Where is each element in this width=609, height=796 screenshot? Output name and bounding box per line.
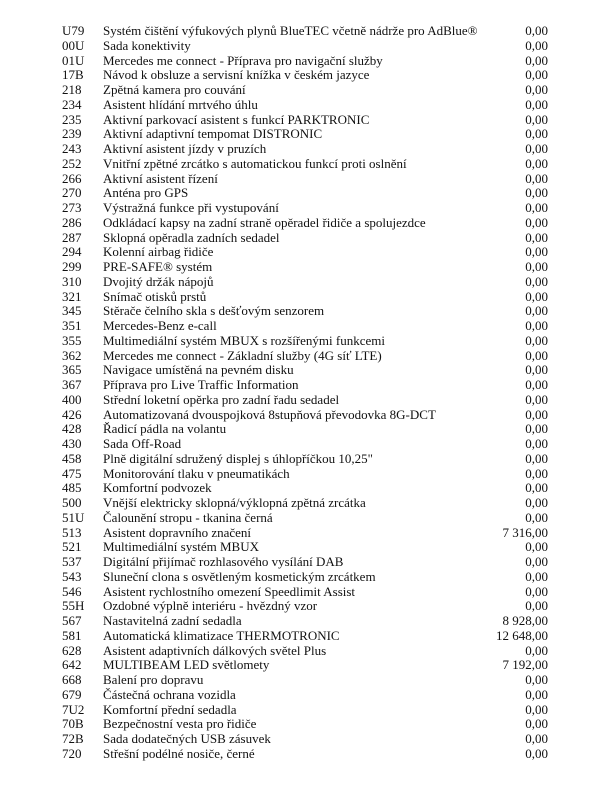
option-code: 485 [62, 480, 82, 496]
option-price: 0,00 [525, 318, 548, 333]
option-price: 0,00 [525, 52, 548, 68]
option-code: 500 [62, 495, 82, 510]
option-description: Snímač otisků prstů [103, 288, 207, 304]
option-description: Digitální přijímač rozhlasového vysílání DAB [103, 554, 344, 569]
option-code: 458 [62, 450, 82, 466]
option-price: 0,00 [525, 37, 548, 53]
list-row [0, 717, 609, 732]
option-code: 00U [62, 37, 85, 53]
option-code: 720 [62, 745, 82, 761]
list-row [0, 481, 609, 496]
option-code: 365 [62, 362, 82, 378]
list-row [0, 599, 609, 614]
list-row [0, 201, 609, 216]
option-price: 0,00 [525, 273, 548, 289]
option-code: 273 [62, 200, 82, 215]
option-description: Sluneční clona s osvětleným kosmetickým zrcátkem [103, 568, 376, 584]
option-code: 546 [62, 583, 82, 599]
option-description: Automatizovaná dvouspojková 8stupňová převodovka 8G-DCT [103, 406, 436, 422]
list-row [0, 157, 609, 172]
option-code: 310 [62, 273, 82, 289]
option-description: Dvojitý držák nápojů [103, 273, 214, 289]
list-row [0, 349, 609, 364]
list-row [0, 275, 609, 290]
option-price: 0,00 [525, 332, 548, 348]
option-description: Mercedes me connect - Příprava pro navigační služby [103, 52, 383, 68]
list-row [0, 747, 609, 762]
option-price: 0,00 [525, 436, 548, 451]
option-description: Sada konektivity [103, 37, 191, 53]
option-code: 239 [62, 126, 82, 142]
list-row [0, 644, 609, 659]
option-price: 0,00 [525, 96, 548, 112]
list-row [0, 408, 609, 423]
list-row [0, 378, 609, 393]
option-description: Plně digitální sdružený displej s úhlopříčkou 10,25" [103, 450, 373, 466]
option-description: Asistent dopravního značení [103, 524, 252, 540]
option-code: 668 [62, 672, 82, 687]
option-code: 55H [62, 598, 85, 614]
option-code: 321 [62, 288, 82, 304]
option-code: 234 [62, 96, 82, 112]
list-row [0, 231, 609, 246]
option-code: 51U [62, 509, 85, 525]
list-row [0, 260, 609, 275]
option-price: 0,00 [525, 701, 548, 717]
option-code: 345 [62, 303, 82, 319]
list-row [0, 526, 609, 541]
list-row [0, 437, 609, 452]
list-row [0, 24, 609, 39]
option-description: Komfortní podvozek [103, 480, 212, 496]
option-code: 218 [62, 82, 82, 97]
option-price: 0,00 [525, 214, 548, 230]
option-code: 355 [62, 332, 82, 348]
option-description: Řadicí pádla na volantu [103, 421, 227, 437]
option-code: 266 [62, 170, 82, 186]
option-price: 0,00 [525, 421, 548, 437]
option-price: 0,00 [525, 288, 548, 304]
option-description: Systém čištění výfukových plynů BlueTEC včetně nádrže pro AdBlue® [103, 23, 478, 38]
list-row [0, 732, 609, 747]
option-price: 0,00 [525, 480, 548, 496]
option-code: 287 [62, 229, 82, 245]
list-row [0, 614, 609, 629]
list-row [0, 570, 609, 585]
option-description: Komfortní přední sedadla [103, 701, 237, 717]
option-description: Střešní podélné nosiče, černé [103, 745, 255, 761]
option-description: Sada Off-Road [103, 436, 182, 451]
option-code: U79 [62, 23, 85, 38]
option-price: 0,00 [525, 244, 548, 260]
option-code: 537 [62, 554, 82, 569]
list-row [0, 540, 609, 555]
option-code: 642 [62, 657, 82, 673]
option-code: 426 [62, 406, 82, 422]
option-description: Mercedes me connect - Základní služby (4G síť LTE) [103, 347, 382, 363]
option-price: 0,00 [525, 229, 548, 245]
option-code: 475 [62, 465, 82, 481]
option-code: 72B [62, 731, 84, 746]
option-price: 0,00 [525, 141, 548, 156]
option-price: 0,00 [525, 568, 548, 584]
option-code: 252 [62, 155, 82, 171]
option-price: 0,00 [525, 362, 548, 378]
option-price: 0,00 [525, 583, 548, 599]
option-description: Vnitřní zpětné zrcátko s automatickou funkcí proti oslnění [103, 155, 407, 171]
option-description: Asistent rychlostního omezení Speedlimit Assist [103, 583, 356, 599]
option-description: Asistent hlídání mrtvého úhlu [103, 96, 258, 112]
option-code: 01U [62, 52, 85, 68]
option-description: Odkládací kapsy na zadní straně opěradel řidiče a spolujezdce [103, 214, 426, 230]
option-price: 0,00 [525, 406, 548, 422]
option-code: 270 [62, 185, 82, 201]
list-row [0, 98, 609, 113]
list-row [0, 629, 609, 644]
option-price: 0,00 [525, 450, 548, 466]
option-code: 351 [62, 318, 82, 333]
option-price: 0,00 [525, 745, 548, 761]
option-price: 0,00 [525, 23, 548, 38]
list-row [0, 467, 609, 482]
list-row [0, 688, 609, 703]
option-price: 0,00 [525, 259, 548, 274]
list-row [0, 83, 609, 98]
option-code: 294 [62, 244, 82, 260]
list-row [0, 172, 609, 187]
equipment-list [0, 24, 609, 762]
option-price: 0,00 [525, 731, 548, 746]
option-description: Sklopná opěradla zadních sedadel [103, 229, 280, 245]
option-price: 0,00 [525, 509, 548, 525]
list-row [0, 673, 609, 688]
option-price: 0,00 [525, 111, 548, 127]
option-description: Vnější elektricky sklopná/výklopná zpětná zrcátka [103, 495, 366, 510]
option-price: 7 192,00 [502, 657, 548, 673]
option-code: 543 [62, 568, 82, 584]
option-description: Aktivní parkovací asistent s funkcí PARKTRONIC [103, 111, 370, 127]
option-code: 235 [62, 111, 82, 127]
option-description: Zpětná kamera pro couvání [103, 82, 246, 97]
option-description: Bezpečnostní vesta pro řidiče [103, 716, 257, 732]
option-code: 286 [62, 214, 82, 230]
option-description: Anténa pro GPS [103, 185, 189, 201]
option-description: Střední loketní opěrka pro zadní řadu sedadel [103, 391, 340, 407]
option-code: 513 [62, 524, 82, 540]
option-price: 0,00 [525, 495, 548, 510]
list-row [0, 113, 609, 128]
option-code: 70B [62, 716, 84, 732]
option-description: PRE-SAFE® systém [103, 259, 213, 274]
option-description: Balení pro dopravu [103, 672, 204, 687]
list-row [0, 127, 609, 142]
option-code: 7U2 [62, 701, 85, 717]
option-description: Asistent adaptivních dálkových světel Plus [103, 642, 327, 658]
option-description: Sada dodatečných USB zásuvek [103, 731, 271, 746]
option-price: 0,00 [525, 303, 548, 319]
option-price: 0,00 [525, 155, 548, 171]
option-description: Automatická klimatizace THERMOTRONIC [103, 627, 340, 643]
option-code: 17B [62, 67, 84, 83]
option-code: 628 [62, 642, 82, 658]
option-price: 0,00 [525, 82, 548, 97]
option-description: Čalounění stropu - tkanina černá [103, 509, 273, 525]
list-row [0, 304, 609, 319]
option-description: Výstražná funkce při vystupování [103, 200, 279, 215]
list-row [0, 245, 609, 260]
option-code: 521 [62, 539, 82, 555]
list-row [0, 452, 609, 467]
option-price: 8 928,00 [502, 613, 548, 628]
option-price: 0,00 [525, 686, 548, 702]
option-description: Aktivní adaptivní tempomat DISTRONIC [103, 126, 323, 142]
option-price: 0,00 [525, 465, 548, 481]
list-row [0, 555, 609, 570]
option-price: 0,00 [525, 716, 548, 732]
option-price: 0,00 [525, 377, 548, 392]
list-row [0, 703, 609, 718]
option-description: Multimediální systém MBUX [103, 539, 259, 555]
option-price: 7 316,00 [502, 524, 548, 540]
option-price: 12 648,00 [496, 627, 548, 643]
option-code: 567 [62, 613, 82, 628]
option-price: 0,00 [525, 67, 548, 83]
option-description: Kolenní airbag řidiče [103, 244, 214, 260]
list-row [0, 496, 609, 511]
option-code: 400 [62, 391, 82, 407]
list-row [0, 585, 609, 600]
list-row [0, 68, 609, 83]
option-description: Návod k obsluze a servisní knížka v českém jazyce [103, 67, 370, 83]
option-description: Monitorování tlaku v pneumatikách [103, 465, 290, 481]
option-description: Multimediální systém MBUX s rozšířenými funkcemi [103, 332, 385, 348]
option-price: 0,00 [525, 391, 548, 407]
option-price: 0,00 [525, 554, 548, 569]
option-code: 428 [62, 421, 82, 437]
list-row [0, 290, 609, 305]
option-price: 0,00 [525, 185, 548, 201]
list-row [0, 658, 609, 673]
option-description: Stěrače čelního skla s dešťovým senzorem [103, 303, 325, 319]
option-price: 0,00 [525, 200, 548, 215]
list-row [0, 334, 609, 349]
option-description: Nastavitelná zadní sedadla [103, 613, 242, 628]
option-description: Mercedes-Benz e-call [103, 318, 217, 333]
option-price: 0,00 [525, 642, 548, 658]
option-description: Aktivní asistent řízení [103, 170, 218, 186]
option-code: 367 [62, 377, 82, 392]
option-price: 0,00 [525, 539, 548, 555]
option-description: Aktivní asistent jízdy v pruzích [103, 141, 267, 156]
list-row [0, 54, 609, 69]
option-code: 430 [62, 436, 82, 451]
option-code: 243 [62, 141, 82, 156]
list-row [0, 186, 609, 201]
option-price: 0,00 [525, 347, 548, 363]
option-description: Příprava pro Live Traffic Information [103, 377, 299, 392]
option-description: Navigace umístěná na pevném disku [103, 362, 294, 378]
option-code: 299 [62, 259, 82, 274]
list-row [0, 511, 609, 526]
option-code: 362 [62, 347, 82, 363]
option-price: 0,00 [525, 170, 548, 186]
option-description: Ozdobné výplně interiéru - hvězdný vzor [103, 598, 318, 614]
option-price: 0,00 [525, 598, 548, 614]
option-code: 581 [62, 627, 82, 643]
list-row [0, 319, 609, 334]
option-price: 0,00 [525, 672, 548, 687]
list-row [0, 393, 609, 408]
option-description: Částečná ochrana vozidla [103, 686, 236, 702]
list-row [0, 422, 609, 437]
list-row [0, 39, 609, 54]
list-row [0, 216, 609, 231]
option-code: 679 [62, 686, 82, 702]
list-row [0, 363, 609, 378]
option-price: 0,00 [525, 126, 548, 142]
list-row [0, 142, 609, 157]
option-description: MULTIBEAM LED světlomety [103, 657, 270, 673]
